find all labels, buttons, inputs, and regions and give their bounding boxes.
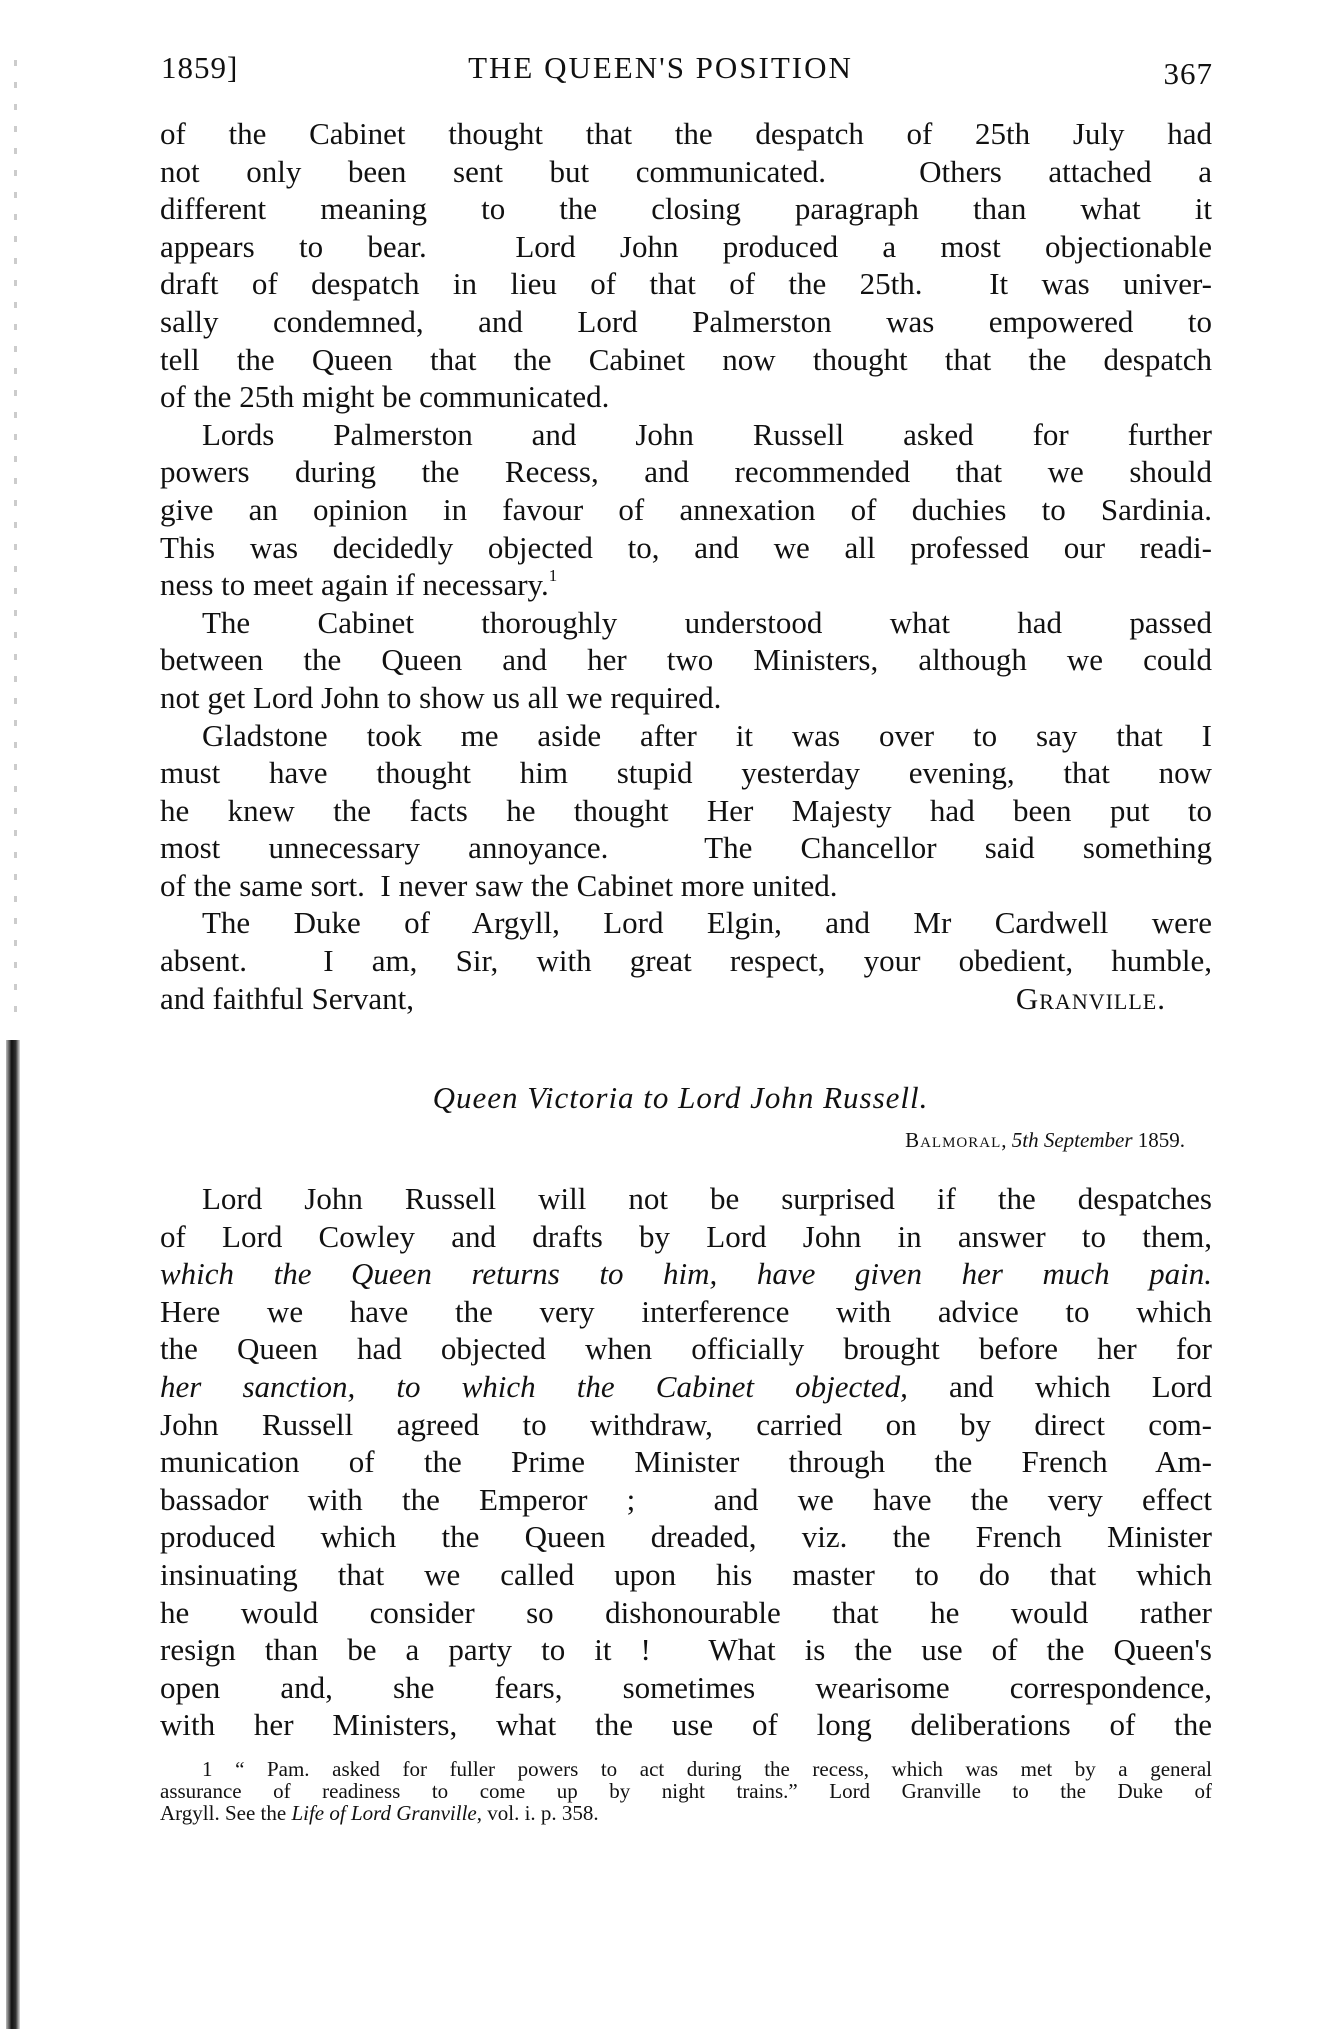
queen-letter-body: [160, 1180, 1212, 1744]
text-line: [160, 1758, 1212, 1780]
text-run: Argyll. See the: [160, 1801, 292, 1825]
text-line: [160, 416, 1212, 454]
text-line: [160, 1802, 1212, 1824]
text-line: [160, 1218, 1212, 1256]
text-line: [160, 491, 1212, 529]
text-run: appears to bear. Lord John produced a most objectionable: [160, 228, 1212, 264]
scan-edge-marks: [14, 60, 17, 1020]
text-run: he would consider so dishonourable that he would rather: [160, 1594, 1212, 1630]
text-run: and faithful Servant,: [160, 980, 414, 1016]
text-line: [160, 829, 1212, 867]
text-run: munication of the Prime Minister through the French Am-: [160, 1444, 1212, 1480]
text-line: [160, 754, 1212, 792]
text-line: [160, 1293, 1212, 1331]
footnote-ref[interactable]: 1: [548, 566, 558, 586]
text-run: and which Lord: [907, 1368, 1213, 1404]
text-line: [160, 641, 1212, 679]
text-line: [160, 1518, 1212, 1556]
scan-binding-shadow: [6, 1040, 20, 2029]
text-run: ness to meet again if necessary.: [160, 567, 549, 603]
page-number: 367: [1163, 56, 1213, 91]
dateline-place: Balmoral: [905, 1128, 1002, 1152]
text-run: Here we have the very interference with advice to which: [160, 1293, 1212, 1329]
dateline-year: 1859.: [1132, 1128, 1185, 1152]
dateline: [905, 1128, 1185, 1153]
text-run: bassador with the Emperor ; and we have the very effect: [160, 1481, 1212, 1517]
text-run: assurance of readiness to come up by night trains.” Lord Granville to the Duke of: [160, 1779, 1212, 1803]
text-run: open and, she fears, sometimes wearisome correspondence,: [160, 1669, 1212, 1705]
dateline-date: 5th September: [1011, 1128, 1133, 1152]
text-run: of the 25th might be communicated.: [160, 379, 610, 415]
text-line: [160, 303, 1212, 341]
text-line: [160, 228, 1212, 266]
text-run: 1 “ Pam. asked for fuller powers to act during the recess, which was met by a general: [202, 1757, 1212, 1781]
text-run: not get Lord John to show us all we required.: [160, 679, 722, 715]
footnote: [160, 1758, 1212, 1824]
text-line: [160, 1443, 1212, 1481]
text-run: The Cabinet thoroughly understood what had passed: [202, 604, 1212, 640]
text-run: This was decidedly objected to, and we all professed our readi-: [160, 529, 1212, 565]
text-run: give an opinion in favour of annexation of duchies to Sardinia.: [160, 491, 1212, 527]
text-run: John Russell agreed to withdraw, carried on by direct com-: [160, 1406, 1212, 1442]
text-line: [160, 1255, 1212, 1293]
text-run: most unnecessary annoyance. The Chancellor said something: [160, 830, 1212, 866]
text-run: tell the Queen that the Cabinet now thought that the despatch: [160, 341, 1212, 377]
text-line: [160, 942, 1212, 980]
text-line: [160, 1594, 1212, 1632]
text-run: The Duke of Argyll, Lord Elgin, and Mr Cardwell were: [202, 905, 1212, 941]
signature: Granville.: [1015, 980, 1166, 1016]
letter-heading: Queen Victoria to Lord John Russell.: [432, 1080, 929, 1115]
text-run: absent. I am, Sir, with great respect, your obedient, humble,: [160, 943, 1212, 979]
text-run: the Queen had objected when officially brought before her for: [160, 1331, 1212, 1367]
dateline-sep: ,: [1001, 1128, 1012, 1152]
text-run: Lord John Russell will not be surprised if the despatches: [202, 1181, 1212, 1216]
text-line: [160, 453, 1212, 491]
text-run: sally condemned, and Lord Palmerston was empowered to: [160, 303, 1212, 339]
text-line: [160, 1631, 1212, 1669]
text-line: [160, 1330, 1212, 1368]
text-run: not only been sent but communicated. Others attached a: [160, 153, 1212, 189]
text-line: [160, 153, 1212, 191]
text-line: [160, 1481, 1212, 1519]
text-line: [160, 378, 1212, 416]
text-line: [160, 115, 1212, 153]
text-line: [160, 1706, 1212, 1744]
text-line: [160, 604, 1212, 642]
text-line: [160, 529, 1212, 567]
text-run: draft of despatch in lieu of that of the 25th. It was univer-: [160, 266, 1212, 302]
text-run: he knew the facts he thought Her Majesty had been put to: [160, 792, 1212, 828]
text-run: insinuating that we called upon his master to do that which: [160, 1556, 1212, 1592]
text-line: [160, 980, 1212, 1018]
text-run: must have thought him stupid yesterday evening, that now: [160, 755, 1212, 791]
text-run: with her Ministers, what the use of long deliberations of the: [160, 1707, 1212, 1743]
text-run: , vol. i. p. 358.: [476, 1801, 599, 1825]
text-line: [160, 1368, 1212, 1406]
text-line: [160, 792, 1212, 830]
text-line: [160, 1780, 1212, 1802]
running-head-title: THE QUEEN'S POSITION: [468, 50, 853, 85]
running-head-year: 1859]: [161, 50, 239, 85]
text-line: [160, 717, 1212, 755]
text-line: [160, 1180, 1212, 1218]
text-line: [160, 341, 1212, 379]
text-run: her sanction, to which the Cabinet objected,: [160, 1368, 908, 1404]
text-run: Gladstone took me aside after it was over to say that I: [202, 717, 1212, 753]
text-run: powers during the Recess, and recommended that we should: [160, 454, 1212, 490]
text-run: of the same sort. I never saw the Cabinet more united.: [160, 867, 838, 903]
granville-letter-body: [160, 115, 1212, 1017]
text-run: of Lord Cowley and drafts by Lord John in answer to them,: [160, 1218, 1212, 1254]
text-line: [160, 190, 1212, 228]
text-run: of the Cabinet thought that the despatch of 25th July had: [160, 116, 1212, 151]
text-run: Lords Palmerston and John Russell asked for further: [202, 416, 1212, 452]
text-run: which the Queen returns to him, have given her much pain.: [160, 1256, 1212, 1292]
text-run: between the Queen and her two Ministers, although we could: [160, 642, 1212, 678]
text-run: resign than be a party to it ! What is the use of the Queen's: [160, 1632, 1212, 1668]
text-line: [160, 904, 1212, 942]
text-run: Life of Lord Granville: [291, 1801, 477, 1825]
text-line: [160, 265, 1212, 303]
text-run: produced which the Queen dreaded, viz. the French Minister: [160, 1519, 1212, 1555]
text-line: [160, 1406, 1212, 1444]
text-line: [160, 679, 1212, 717]
text-line: [160, 867, 1212, 905]
text-line: [160, 566, 1212, 604]
text-line: [160, 1556, 1212, 1594]
text-run: different meaning to the closing paragraph than what it: [160, 191, 1212, 227]
text-line: [160, 1669, 1212, 1707]
